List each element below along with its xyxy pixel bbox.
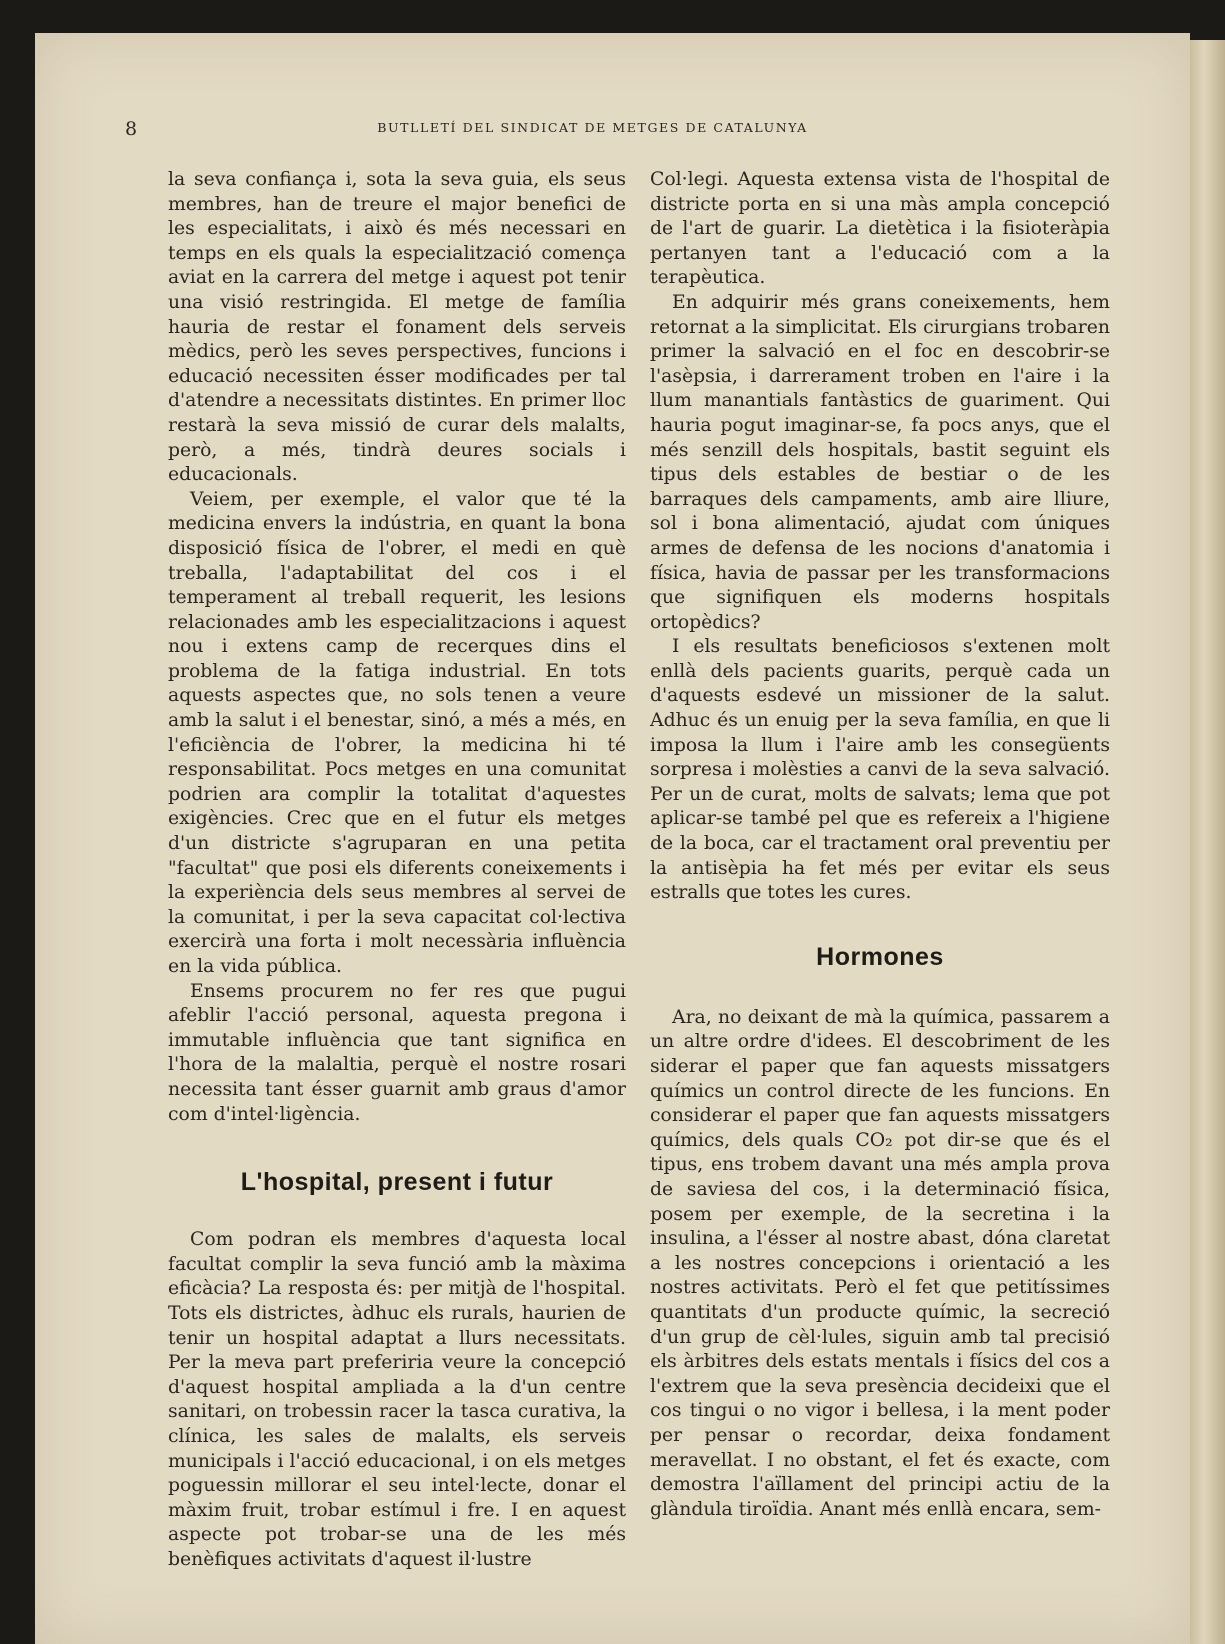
page-header	[125, 82, 1060, 140]
paragraph: Ara, no deixant de mà la química, passarem a un altre ordre d'idees. El descobriment de les siderar el paper que fan aquests missatgers químics un control directe de les funcions. En considerar el paper que fan aquests missatgers químics, dels quals CO₂ pot dir-se que és el tipus, ens trobem davant una més ampla prova de saviesa del cos, i la determinació física, posem per exemple, de la secretina i la insulina, a l'ésser al nostre abast, dóna claretat a les nostres concepcions i orientació a les nostres activitats. Però el fet que petitíssimes quantitats d'un producte químic, la secreció d'un grup de cèl·lules, siguin amb tal precisió els àrbitres dels estats mentals i físics del cos a l'extrem que la seva presència decideixi que el cos tingui o no vigor i bellesa, i la ment poder per pensar o recordar, deixa fondament meravellat. I no obstant, el fet és exacte, com demostra l'aïllament del principi actiu de la glàndula tiroïdia. Anant més enllà encara, sem-	[650, 1006, 1110, 1520]
paragraph: Veiem, per exemple, el valor que té la medicina envers la indústria, en quant la bona disposició física de l'obrer, el medi en què treballa, l'adaptabilitat del cos i el temperament al treball requerit, les lesions relacionades amb les especialitzacions i aquest nou i extens camp de recerques dins el problema de la fatiga industrial. En tots aquests aspectes que, no sols tenen a veure amb la salut i el benestar, sinó, a més a més, en l'eficiència de l'obrer, la medicina hi té responsabilitat. Pocs metges en una comunitat podrien ara complir la totalitat d'aquestes exigències. Crec que en el futur els metges d'un districte s'agruparan en una petita "facultat" que posi els diferents coneixements i la experiència dels seus membres al servei de la comunitat, i per la seva capacitat col·lectiva exercirà una forta i molt necessària influència en la vida pública.	[168, 488, 626, 977]
right-column	[650, 168, 1110, 1522]
page-number: 8	[125, 118, 138, 140]
paragraph: Ensems procurem no fer res que pugui afeblir l'acció personal, aquesta pregona i immutable influència que tant significa en l'hora de la malaltia, perquè el nostre rosari necessita tant ésser guarnit amb graus d'amor com d'intel·ligència.	[168, 980, 626, 1125]
page-edge	[1190, 40, 1225, 1644]
paragraph: Col·legi. Aquesta extensa vista de l'hospital de districte porta en si una màs ampla concepció de l'art de guarir. La dietètica i la fisioteràpia pertanyen tant a l'educació com a la terapèutica.	[650, 169, 1110, 289]
section-heading-hospital: L'hospital, present i futur	[240, 1168, 554, 1197]
section-heading-hormones: Hormones	[816, 942, 944, 971]
paragraph: la seva confiança i, sota la seva guia, els seus membres, han de treure el major benefici de les especialitats, i això és més necessari en temps en els quals la especialització comença aviat en la carrera del metge i aquest pot tenir una visió restringida. El metge de família hauria de restar el fonament dels serveis mèdics, però les seves perspectives, funcions i educació necessiten ésser modificades per tal d'atendre a necessitats distintes. En primer lloc restarà la seva missió de curar dels malalts, però, a més, tindrà deures socials i educacionals.	[168, 169, 626, 486]
paragraph: I els resultats beneficiosos s'extenen molt enllà dels pacients guarits, perquè cada un d'aquests esdevé un missioner de la salut. Adhuc és un enuig per la seva família, en que li imposa la llum i l'aire amb les consegüents sorpresa i molèsties a canvi de la seva salvació. Per un de curat, molts de salvats; lema que pot aplicar-se també pel que es refereix a l'higiene de la boca, car el tractament oral preventiu per la antisèpia ha fet més per evitar els seus estralls que totes les cures.	[650, 636, 1110, 904]
left-column	[168, 168, 626, 1572]
running-title: BUTLLETÍ DEL SINDICAT DE METGES DE CATALUNYA	[377, 120, 808, 135]
paragraph: Com podran els membres d'aquesta local facultat complir la seva funció amb la màxima eficàcia? La resposta és: per mitjà de l'hospital. Tots els districtes, àdhuc els rurals, haurien de tenir un hospital adaptat a llurs necessitats. Per la meva part preferiria veure la concepció d'aquest hospital ampliada a la d'un centre sanitari, on trobessin racer la tasca curativa, la clínica, les sales de malalts, els serveis municipals i l'acció educacional, i on els metges poguessin millorar el seu intel·lecte, donar el màxim fruit, trobar estímul i fre. I en aquest aspecte pot trobar-se una de les més benèfiques activitats d'aquest il·lustre	[168, 1229, 626, 1570]
paragraph: En adquirir més grans coneixements, hem retornat a la simplicitat. Els cirurgians trobaren primer la salvació en el foc en descobrir-se l'asèpsia, i darrerament troben en l'aire i la llum manantials fantàstics de guariment. Qui hauria pogut imaginar-se, fa pocs anys, que el més senzill dels hospitals, bastit seguint els tipus dels estables de bestiar o de les barraques dels campaments, amb aire lliure, sol i bona alimentació, ajudat com úniques armes de defensa de les nocions d'anatomia i física, havia de passar per les transformacions que signifiquen els moderns hospitals ortopèdics?	[650, 291, 1110, 633]
